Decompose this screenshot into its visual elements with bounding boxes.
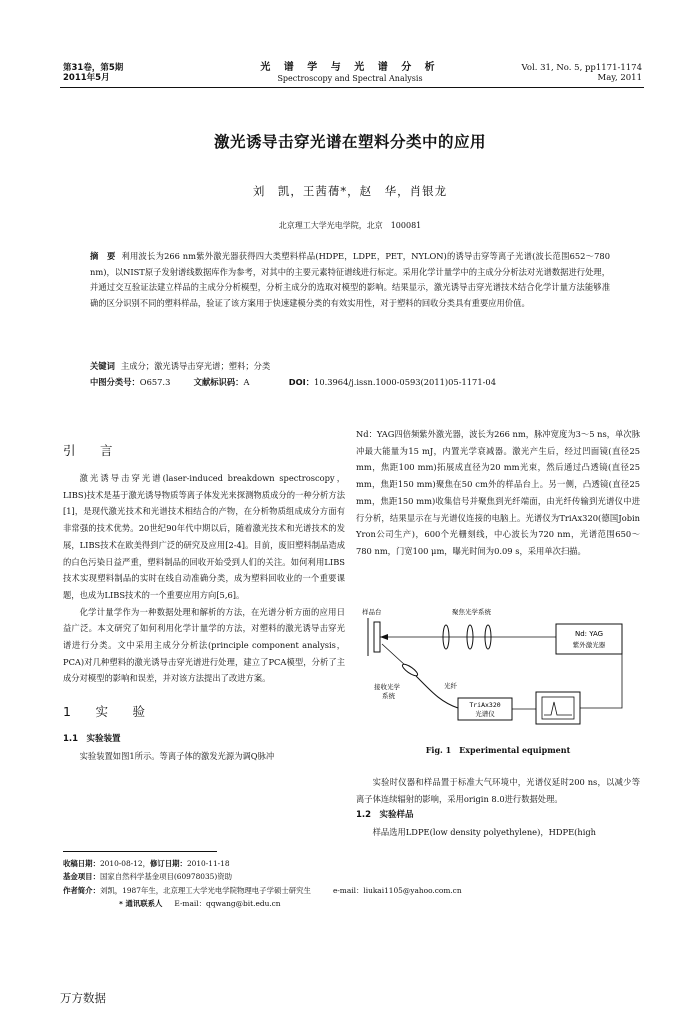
classification-line xyxy=(90,375,610,391)
received-label: 收稿日期： xyxy=(63,859,100,868)
footnote-bio xyxy=(63,884,643,897)
author-list: 刘 凯，王茜蒨*，赵 华，肖银龙 xyxy=(252,184,448,198)
label-sample-stage: 样品台 xyxy=(362,608,382,616)
footnote-dates xyxy=(63,857,643,870)
revised-date: 2010-11-18 xyxy=(186,859,230,868)
affiliation: 北京理工大学光电学院，北京 100081 xyxy=(278,221,422,230)
keywords-label: 关键词 xyxy=(90,361,115,371)
sample-stage-shape xyxy=(374,622,380,652)
label-collection-l2: 系统 xyxy=(382,692,395,700)
label-spectrometer: 光谱仪 xyxy=(475,710,495,718)
revised-label: 修订日期： xyxy=(149,859,187,868)
left-column xyxy=(63,440,345,765)
header-volume-cn: 第31卷，第5期 xyxy=(63,63,124,73)
collection-ray xyxy=(382,644,406,666)
header-date-en: May, 2011 xyxy=(597,73,642,83)
bio-text: 刘凯，1987年生，北京理工大学光电学院物理电子学硕士研究生 xyxy=(99,885,311,895)
figure-1 xyxy=(360,604,630,737)
experimental-setup-diagram xyxy=(360,604,630,737)
figure-1-caption: Fig. 1 Experimental equipment xyxy=(425,745,571,755)
doi-value: 10.3964/j.issn.1000-0593(2011)05-1171-04 xyxy=(314,376,496,387)
corresponding-label: * 通讯联系人 xyxy=(119,899,163,909)
label-laser-model: Nd: YAG xyxy=(574,630,604,638)
section-1-2-heading: 1.2 实验样品 xyxy=(356,810,414,821)
footnotes xyxy=(63,857,643,911)
fund-label: 基金项目： xyxy=(63,872,100,882)
header-rule xyxy=(60,87,644,88)
section-1-2-paragraph: 样品选用LDPE(low density polyethylene)，HDPE(high xyxy=(372,827,597,838)
section-1-1-heading: 1.1 实验装置 xyxy=(63,734,121,745)
label-spectrometer-model: TriAx320 xyxy=(469,701,501,709)
journal-name-en: Spectroscopy and Spectral Analysis xyxy=(277,74,423,83)
author-email: e-mail：liukai1105@yahoo.com.cn xyxy=(332,885,462,895)
header-journal xyxy=(230,62,470,84)
doc-code-value: A xyxy=(243,376,250,387)
footnote-corresponding xyxy=(63,897,643,910)
collection-lens xyxy=(401,662,419,677)
doi-label: DOI： xyxy=(288,376,315,387)
laser-box xyxy=(556,624,622,654)
keywords-block xyxy=(90,359,610,390)
right-column-top xyxy=(356,426,640,560)
abstract xyxy=(90,249,610,311)
right-column-bottom xyxy=(356,774,640,841)
bio-label: 作者简介： xyxy=(63,885,100,895)
section-1-1-continuation: Nd：YAG四倍频紫外激光器，波长为266 nm，脉冲宽度为3～5 ns，单次脉冲最大能量为15 mJ，内置光学衰减器。激光产生后，经过凹面镜(直径25 mm，焦距100 mm)拓展成直径为20 mm光束，然后通过凸透镜(直径25 mm，焦距150 mm)聚焦在50 cm外的样品台上。另一侧，凸透镜(直径25 mm，焦距150 mm)收集信号并聚焦到光纤端面，由光纤传输到光谱仪中进行分析，结果显示在与光谱仪连接的电脑上。光谱仪为TriAx320(德国Jobin Yron公司生产)，600个光栅刻线，中心波长为720 nm，光谱范围650～780 nm，门宽100 μm，曝光时间为0.09 s，采用单次扫描。 xyxy=(356,429,640,556)
watermark: 万方数据 xyxy=(60,991,106,1005)
laser-trigger-line xyxy=(580,654,622,708)
abstract-text: 利用波长为266 nm紫外激光器获得四大类塑料样品(HDPE，LDPE，PET，NYLON)的诱导击穿等离子光谱(波长范围652～780 nm)，以NIST原子发射谱线数据库作为参考，对其中的主要元素特征谱线进行标定。采用化学计量学中的主成分分析法对光谱数据进行处理，并通过交互验证法建立样品的主成分分析模型，分析主成分的选取对模型的影响。结果显示，激光诱导击穿光谱技术结合化学计量方法能够准确的区分识别不同的塑料样品，验证了该方案用于快速建模分类的有效实用性，对于塑料的回收分类具有重要应用价值。 xyxy=(90,251,610,308)
header-vol-pages: Vol. 31, No. 5, pp1171-1174 xyxy=(521,63,642,73)
laser-beam-arrowhead xyxy=(380,634,388,640)
paper-title: 激光诱导击穿光谱在塑料分类中的应用 xyxy=(213,133,486,151)
label-collection-l1: 接收光学 xyxy=(374,683,400,691)
optical-fiber xyxy=(416,676,458,708)
clc-label: 中图分类号： xyxy=(90,376,140,387)
doc-code-label: 文献标识码： xyxy=(193,376,244,387)
clc-value: O657.3 xyxy=(139,376,171,387)
journal-name-cn: 光 谱 学 与 光 谱 分 析 xyxy=(260,62,440,73)
label-fiber: 光纤 xyxy=(444,682,457,690)
received-date: 2010-08-12， xyxy=(99,859,150,868)
intro-heading: 引 言 xyxy=(63,443,119,458)
footnote-fund xyxy=(63,870,643,883)
fund-text: 国家自然科学基金项目(60978035)资助 xyxy=(99,872,233,882)
label-focusing-optics: 聚焦光学系统 xyxy=(452,608,491,616)
section-1-1-paragraph-start: 实验装置如图1所示。等离子体的激发光源为调Q脉冲 xyxy=(79,750,275,761)
computer-screen xyxy=(542,697,574,719)
experiment-heading: 1 实 验 xyxy=(63,704,151,720)
intro-paragraph-2: 化学计量学作为一种数据处理和解析的方法，在光谱分析方面的应用日益广泛。本文研究了如何利用化学计量学的方法，对塑料的激光诱导击穿光谱进行分类。文中采用主成分分析法(principle component analysis，PCA)对几种塑料的激光诱导击穿光谱进行处理，建立了PCA模型，分析了主成分对模型的影响和误差，并对该方法提出了改进方案。 xyxy=(63,606,345,684)
abstract-label: 摘 要 xyxy=(90,251,116,261)
header-volume-issue xyxy=(63,63,123,83)
section-1-1-paragraph-2: 实验时仪器和样品置于标准大气环境中，光谱仪延时200 ns，以减少等离子体连续辐射的影响，采用origin 8.0进行数据处理。 xyxy=(356,777,640,804)
corresponding-email: E-mail：qqwang@bit.edu.cn xyxy=(174,899,281,909)
intro-paragraph-1: 激光诱导击穿光谱(laser-induced breakdown spectroscopy，LIBS)技术是基于激光诱导物质等离子体发光来探测物质成分的一种分析方法[1]，是现代激光技术和光谱技术相结合的产物，在分析物质组成成分方面有非常强的技术优势。20世纪90年代中期以后，随着激光技术和光谱技术的发展，LIBS技术在欧美得到广泛的研究及应用[2-4]。目前，废旧塑料制品造成的白色污染日益严重，塑料制品的回收开始受到人们的关注。如何利用LIBS技术实现塑料制品的实时在线自动准确分类，成为塑料回收业的一个重要课题，也成为LIBS技术的一个重要应用方向[5,6]。 xyxy=(63,473,345,600)
header-volume-en xyxy=(522,63,642,83)
keywords-text: 主成分；激光诱导击穿光谱；塑料；分类 xyxy=(120,361,271,371)
header-date-cn: 2011年5月 xyxy=(63,73,110,83)
footnote-rule xyxy=(63,851,217,852)
label-laser-type: 紫外激光器 xyxy=(572,641,606,649)
keywords-line xyxy=(90,359,610,375)
